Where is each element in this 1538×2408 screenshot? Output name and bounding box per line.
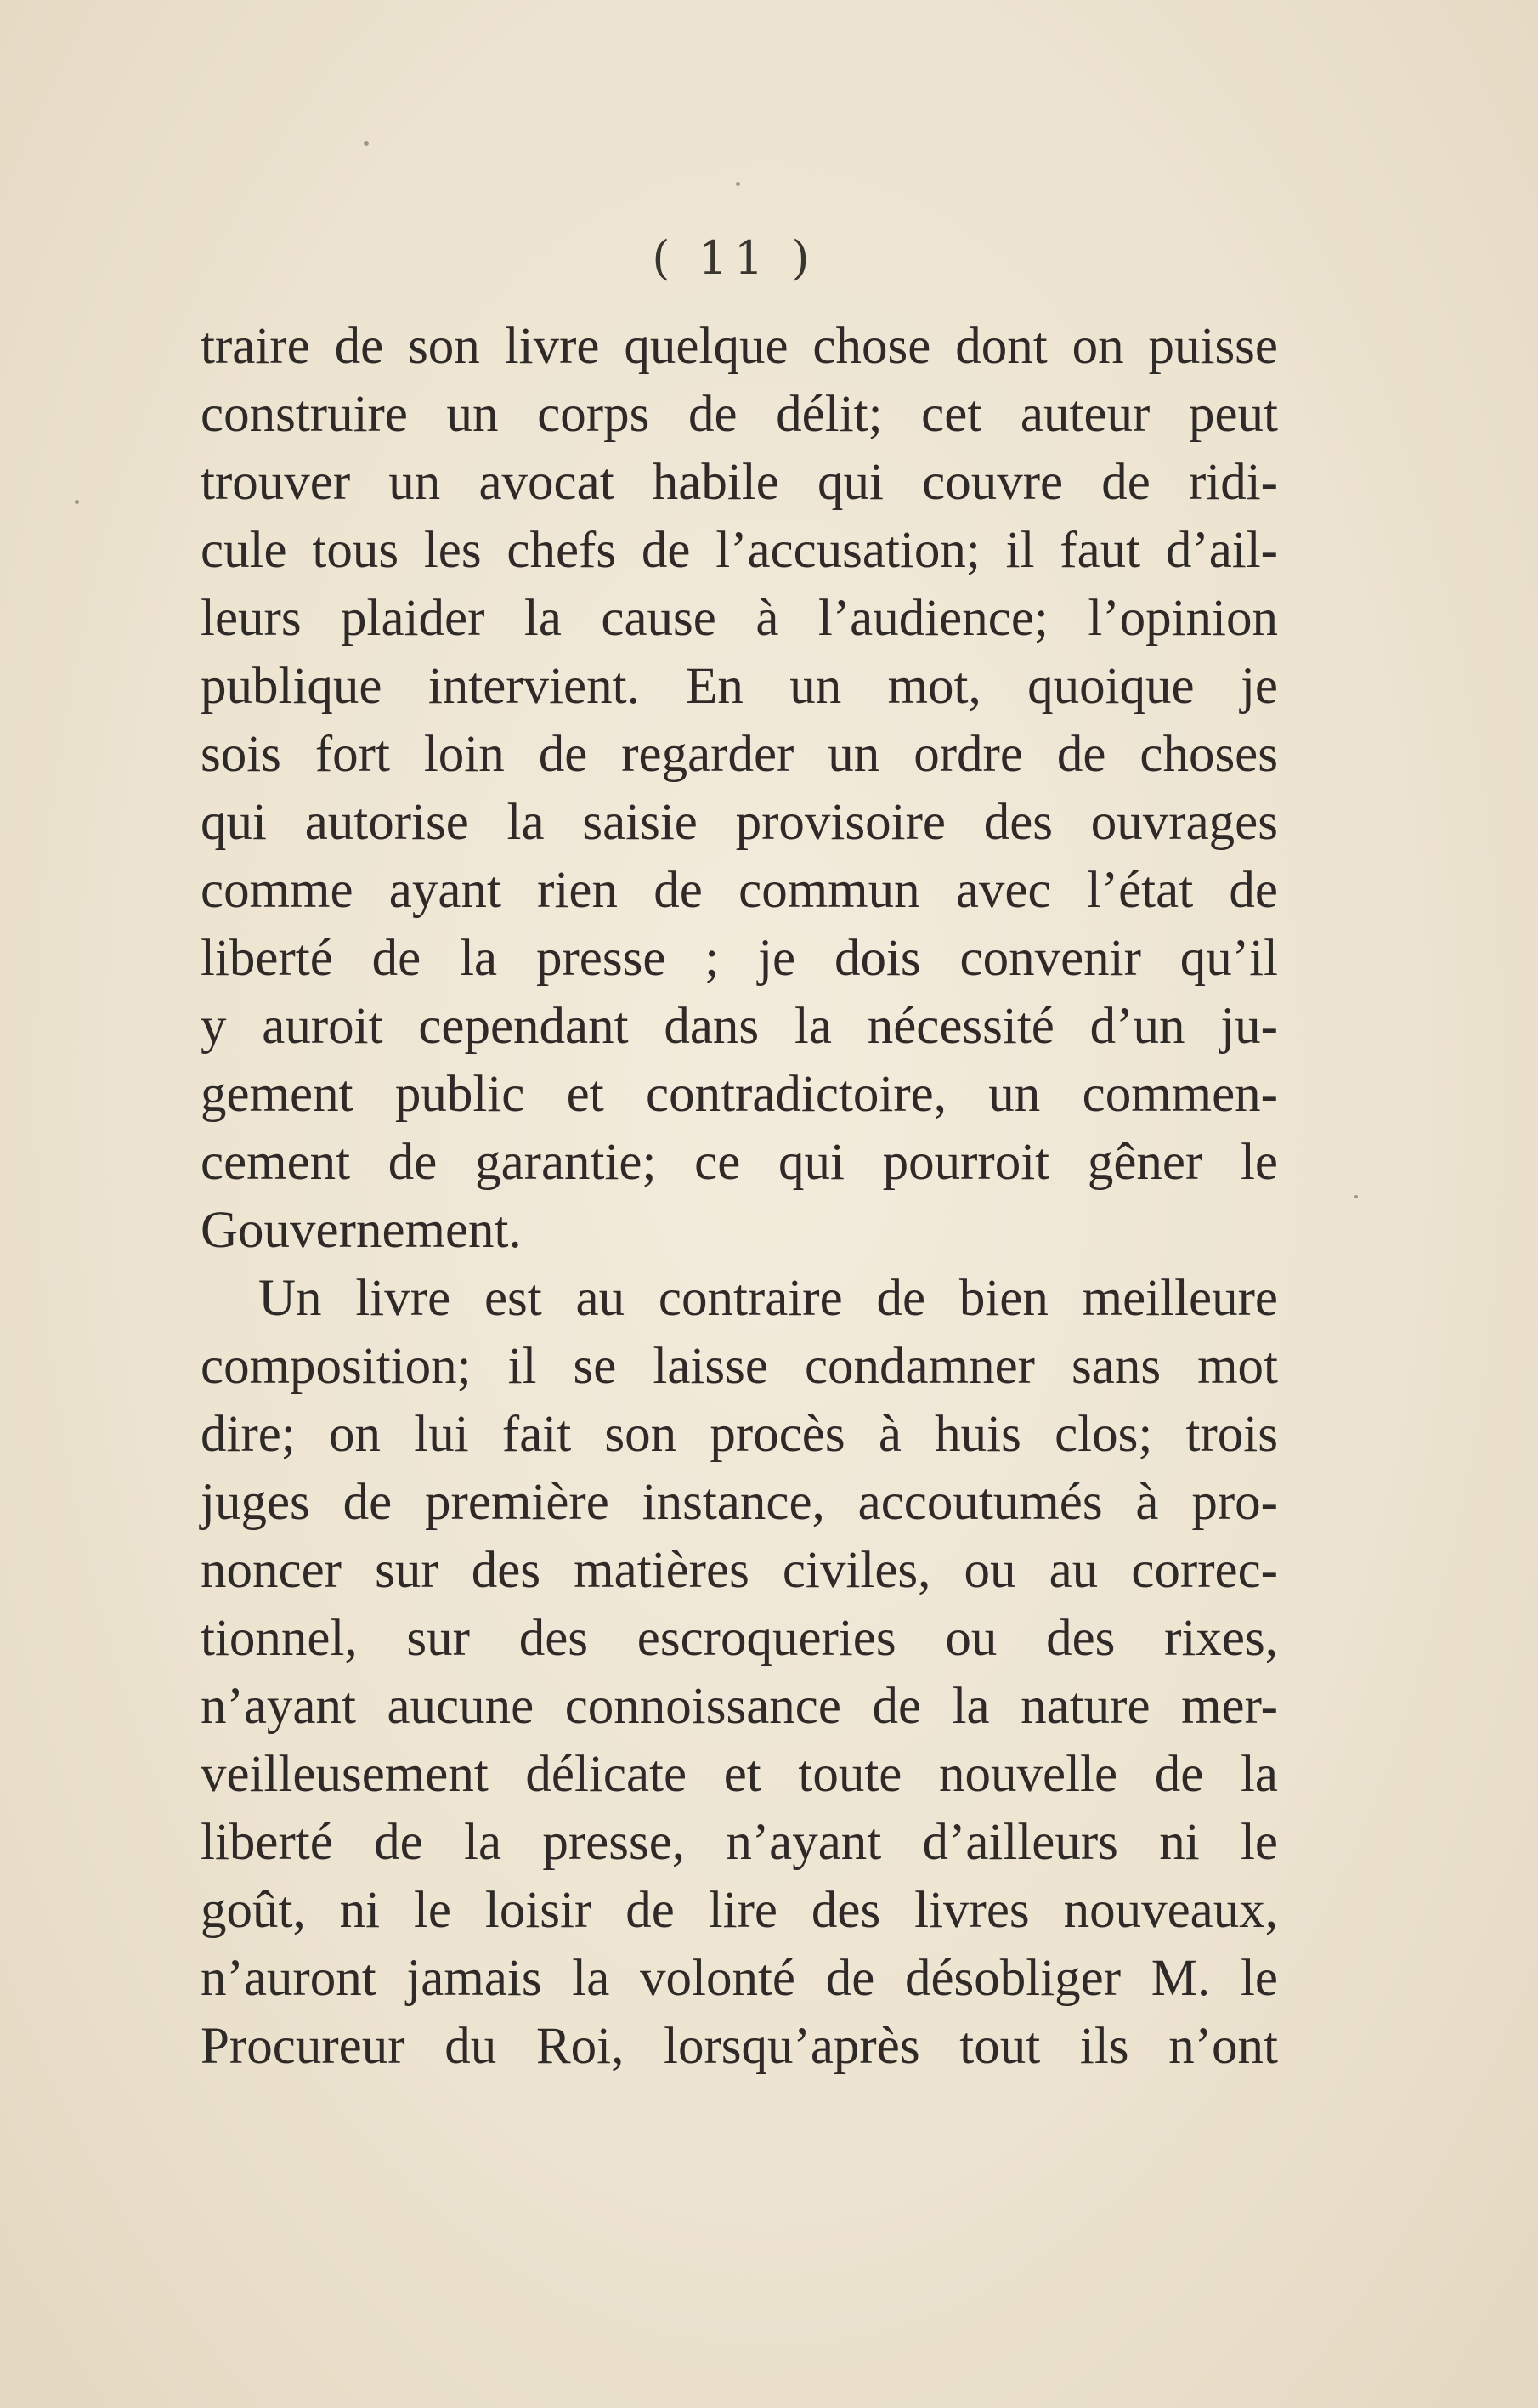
text-line: gement public et contradictoire, un commen-: [201, 1066, 1278, 1123]
ink-speck: [364, 141, 369, 146]
text-line: Gouvernement.: [201, 1202, 522, 1259]
text-line: cule tous les chefs de l’accusation; il faut d’ail-: [201, 522, 1278, 579]
text-line: comme ayant rien de commun avec l’état de: [201, 862, 1278, 919]
text-line: goût, ni le loisir de lire des livres nouveaux,: [201, 1882, 1278, 1939]
text-line: n’auront jamais la volonté de désobliger M. le: [201, 1950, 1278, 2007]
text-line: Procureur du Roi, lorsqu’après tout ils n’ont: [201, 2018, 1278, 2075]
text-line: liberté de la presse ; je dois convenir qu’il: [201, 930, 1278, 987]
text-line: veilleusement délicate et toute nouvelle de la: [201, 1746, 1278, 1803]
text-line: dire; on lui fait son procès à huis clos; trois: [201, 1406, 1278, 1463]
text-line: y auroit cependant dans la nécessité d’un ju-: [201, 998, 1278, 1055]
ink-speck: [75, 500, 79, 504]
ink-speck: [736, 182, 740, 186]
text-line: publique intervient. En un mot, quoique je: [201, 658, 1278, 715]
text-line: qui autorise la saisie provisoire des ouvrages: [201, 794, 1278, 851]
text-line: traire de son livre quelque chose dont on puisse: [201, 318, 1278, 375]
text-line: construire un corps de délit; cet auteur peut: [201, 386, 1278, 443]
text-line: composition; il se laisse condamner sans mot: [201, 1338, 1278, 1395]
text-line: tionnel, sur des escroqueries ou des rixes,: [201, 1610, 1278, 1667]
text-line: juges de première instance, accoutumés à pro-: [201, 1474, 1278, 1531]
paragraph-start-line: Un livre est au contraire de bien meilleure: [258, 1270, 1278, 1327]
text-line: cement de garantie; ce qui pourroit gêner le: [201, 1134, 1278, 1191]
text-line: n’ayant aucune connoissance de la nature mer-: [201, 1678, 1278, 1735]
text-line: sois fort loin de regarder un ordre de choses: [201, 726, 1278, 783]
text-line: trouver un avocat habile qui couvre de ridi-: [201, 454, 1278, 511]
body-text: [201, 313, 1278, 2081]
ink-speck: [1354, 1195, 1358, 1198]
text-line: liberté de la presse, n’ayant d’ailleurs ni le: [201, 1814, 1278, 1871]
page-number: ( 11 ): [652, 231, 817, 285]
text-line: noncer sur des matières civiles, ou au correc-: [201, 1542, 1278, 1599]
text-line: leurs plaider la cause à l’audience; l’opinion: [201, 590, 1278, 647]
